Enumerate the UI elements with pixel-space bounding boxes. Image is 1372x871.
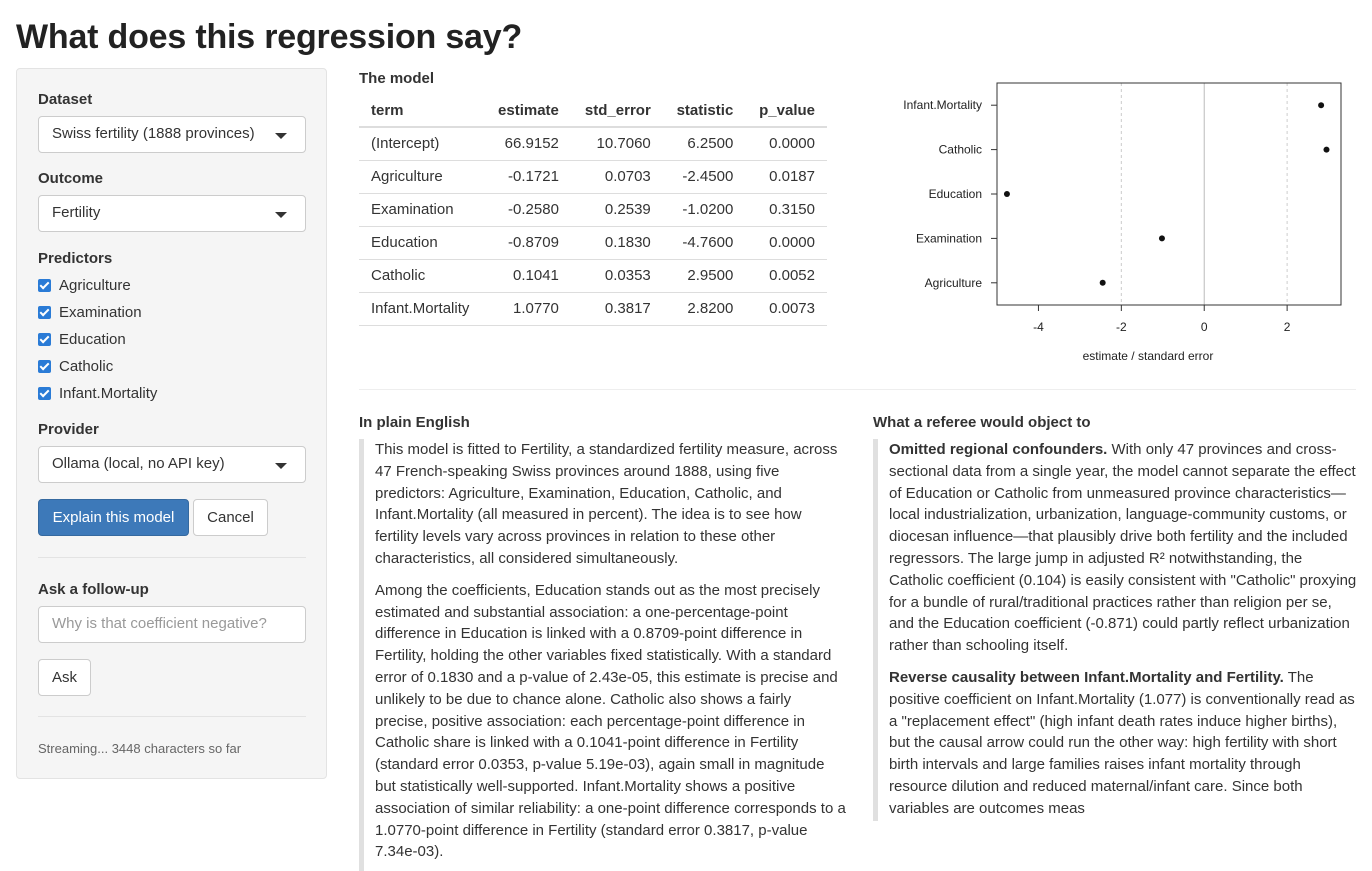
table-cell: Education <box>359 226 484 259</box>
table-cell: -0.1721 <box>484 160 571 193</box>
table-cell: -2.4500 <box>663 160 746 193</box>
x-tick-label: 0 <box>1200 320 1208 334</box>
table-cell: 0.1041 <box>484 259 571 292</box>
data-point <box>1159 235 1165 241</box>
referee-point-body: With only 47 provinces and cross-sectional data from a single year, the model cannot separate the effect of Education or Catholic from unmeasured province characteristics—local industrialization, urbanization, language-community customs, or diocesan influence—that plausibly drive both fertility and the included regressors. The large jump in adjusted R² notwithstanding, the Catholic coefficient (0.104) is easily consistent with "Catholic" proxying for a bundle of rural/traditional practices rather than religion per se, and the Education coefficient (-0.871) could partly reflect urbanization rather than schooling itself. <box>889 441 1357 655</box>
checkbox-checked-icon[interactable] <box>38 360 51 373</box>
data-point <box>1318 102 1324 108</box>
plot-frame <box>997 83 1341 305</box>
table-row <box>359 127 827 160</box>
sidebar-panel <box>16 68 327 779</box>
table-cell: 10.7060 <box>571 127 663 160</box>
column-header: statistic <box>663 95 746 127</box>
predictor-label: Agriculture <box>59 276 131 294</box>
cancel-button[interactable]: Cancel <box>193 499 268 536</box>
followup-label: Ask a follow-up <box>38 581 149 598</box>
table-cell: Infant.Mortality <box>359 292 484 325</box>
table-cell: Catholic <box>359 259 484 292</box>
table-row <box>359 160 827 193</box>
page-title: What does this regression say? <box>16 18 523 56</box>
model-heading: The model <box>359 70 435 87</box>
y-tick-label: Examination <box>915 231 982 246</box>
plain-english-paragraph: This model is fitted to Fertility, a standardized fertility measure, across 47 French-speaking Swiss provinces around 1888, using five predictors: Agriculture, Examination, Education, Catholic, and Infant.Mortality (all measured in percent). The idea is to see how fertility levels vary across provinces in relation to these other characteristics, all considered simultaneously. <box>375 441 838 567</box>
x-axis-label: estimate / standard error <box>1082 349 1214 363</box>
referee-heading: What a referee would object to <box>873 414 1091 431</box>
checkbox-checked-icon[interactable] <box>38 306 51 319</box>
chevron-down-icon <box>275 463 287 469</box>
referee-point <box>889 667 1357 820</box>
section-divider <box>359 389 1356 390</box>
provider-select-value: Ollama (local, no API key) <box>52 455 225 472</box>
data-point <box>1323 147 1329 153</box>
chevron-down-icon <box>275 212 287 218</box>
sidebar-divider <box>38 716 306 717</box>
plain-english-heading: In plain English <box>359 414 470 431</box>
table-cell: 0.1830 <box>571 226 663 259</box>
provider-label: Provider <box>38 421 99 438</box>
chevron-down-icon <box>275 133 287 139</box>
table-cell: 66.9152 <box>484 127 571 160</box>
predictor-label: Catholic <box>59 357 114 375</box>
table-cell: 2.9500 <box>663 259 746 292</box>
column-header: std_error <box>571 95 663 127</box>
referee-point-title: Reverse causality between Infant.Mortality and Fertility. <box>889 668 1284 686</box>
table-cell: (Intercept) <box>359 127 484 160</box>
table-cell: 0.3150 <box>745 193 827 226</box>
explain-model-button[interactable]: Explain this model <box>38 499 189 536</box>
table-cell: Agriculture <box>359 160 484 193</box>
table-cell: 0.2539 <box>571 193 663 226</box>
table-cell: 0.0073 <box>745 292 827 325</box>
outcome-label: Outcome <box>38 170 104 187</box>
table-cell: 0.0000 <box>745 127 827 160</box>
table-cell: 6.2500 <box>663 127 746 160</box>
ask-button[interactable]: Ask <box>38 659 91 696</box>
predictor-checkbox-education[interactable] <box>38 329 126 349</box>
predictor-checkbox-agriculture[interactable] <box>38 275 131 295</box>
table-cell: 0.3817 <box>571 292 663 325</box>
plain-english-paragraph: Among the coefficients, Education stands out as the most precisely estimated and substantial association: a one-percentage-point difference in Education is linked with a 0.8709-point difference in Fertility, holding the other variables fixed statistically. With a standard error of 0.1830 and a p-value of 2.43e-05, this estimate is precise and unlikely to be due to chance alone. Catholic also shows a fairly precise, positive association: each percentage-point difference in Catholic share is linked with a 0.1041-point difference in Fertility (standard error 0.0353, p-value 5.19e-03), again small in magnitude but statistically well-supported. Infant.Mortality shows a positive association of similar reliability: a one-point difference corresponds to a 1.0770-point difference in Fertility (standard error 0.3817, p-value 7.34e-03). <box>375 581 846 861</box>
column-header: term <box>359 95 484 127</box>
data-point <box>1100 280 1106 286</box>
table-cell: 0.0187 <box>745 160 827 193</box>
model-table <box>359 95 827 326</box>
table-cell: -0.8709 <box>484 226 571 259</box>
table-cell: 0.0353 <box>571 259 663 292</box>
table-cell: Examination <box>359 193 484 226</box>
y-tick-label: Infant.Mortality <box>903 98 982 113</box>
dataset-label: Dataset <box>38 91 93 108</box>
checkbox-checked-icon[interactable] <box>38 333 51 346</box>
x-tick-label: 2 <box>1283 320 1291 334</box>
x-tick-label: -2 <box>1116 320 1127 334</box>
streaming-status: Streaming... 3448 characters so far <box>38 741 242 756</box>
data-point <box>1004 191 1010 197</box>
dataset-select-value: Swiss fertility (1888 provinces) <box>52 125 255 142</box>
provider-select[interactable] <box>38 446 306 483</box>
table-cell: -4.7600 <box>663 226 746 259</box>
predictor-checkbox-infant-mortality[interactable] <box>38 383 157 403</box>
predictor-label: Education <box>59 330 126 348</box>
predictor-checkbox-catholic[interactable] <box>38 356 113 376</box>
table-cell: 2.8200 <box>663 292 746 325</box>
x-tick-label: -4 <box>1033 320 1044 334</box>
predictor-checkbox-examination[interactable] <box>38 302 142 322</box>
outcome-select-value: Fertility <box>52 204 101 221</box>
column-header: p_value <box>745 95 827 127</box>
table-cell: 0.0000 <box>745 226 827 259</box>
coefficient-plot <box>880 70 1350 375</box>
table-cell: -0.2580 <box>484 193 571 226</box>
y-tick-label: Catholic <box>938 142 982 157</box>
dataset-select[interactable] <box>38 116 306 153</box>
outcome-select[interactable] <box>38 195 306 232</box>
y-tick-label: Agriculture <box>924 275 982 290</box>
table-cell: -1.0200 <box>663 193 746 226</box>
table-row <box>359 193 827 226</box>
table-row <box>359 292 827 325</box>
table-row <box>359 259 827 292</box>
table-cell: 0.0052 <box>745 259 827 292</box>
y-tick-label: Education <box>928 187 982 201</box>
table-cell: 0.0703 <box>571 160 663 193</box>
table-row <box>359 226 827 259</box>
sidebar-divider <box>38 557 306 558</box>
predictor-label: Examination <box>59 303 142 321</box>
checkbox-checked-icon[interactable] <box>38 279 51 292</box>
checkbox-checked-icon[interactable] <box>38 387 51 400</box>
column-header: estimate <box>484 95 571 127</box>
followup-input[interactable]: Why is that coefficient negative? <box>38 606 306 643</box>
referee-point-title: Omitted regional confounders. <box>889 441 1108 458</box>
table-header-row <box>359 95 827 127</box>
table-cell: 1.0770 <box>484 292 571 325</box>
predictors-label: Predictors <box>38 250 113 267</box>
predictor-label: Infant.Mortality <box>59 384 158 402</box>
referee-point-body: The positive coefficient on Infant.Mortality (1.077) is conventionally read as a "replacement effect" (high infant death rates induce higher births), but the causal arrow could run the other way: high fertility with short birth intervals and large families raises infant mortality through resource dilution and reduced maternal/infant care. Since both variables are outcomes meas <box>889 668 1355 817</box>
referee-point <box>889 439 1357 657</box>
plain-english-panel <box>359 439 847 871</box>
referee-panel <box>873 439 1357 821</box>
